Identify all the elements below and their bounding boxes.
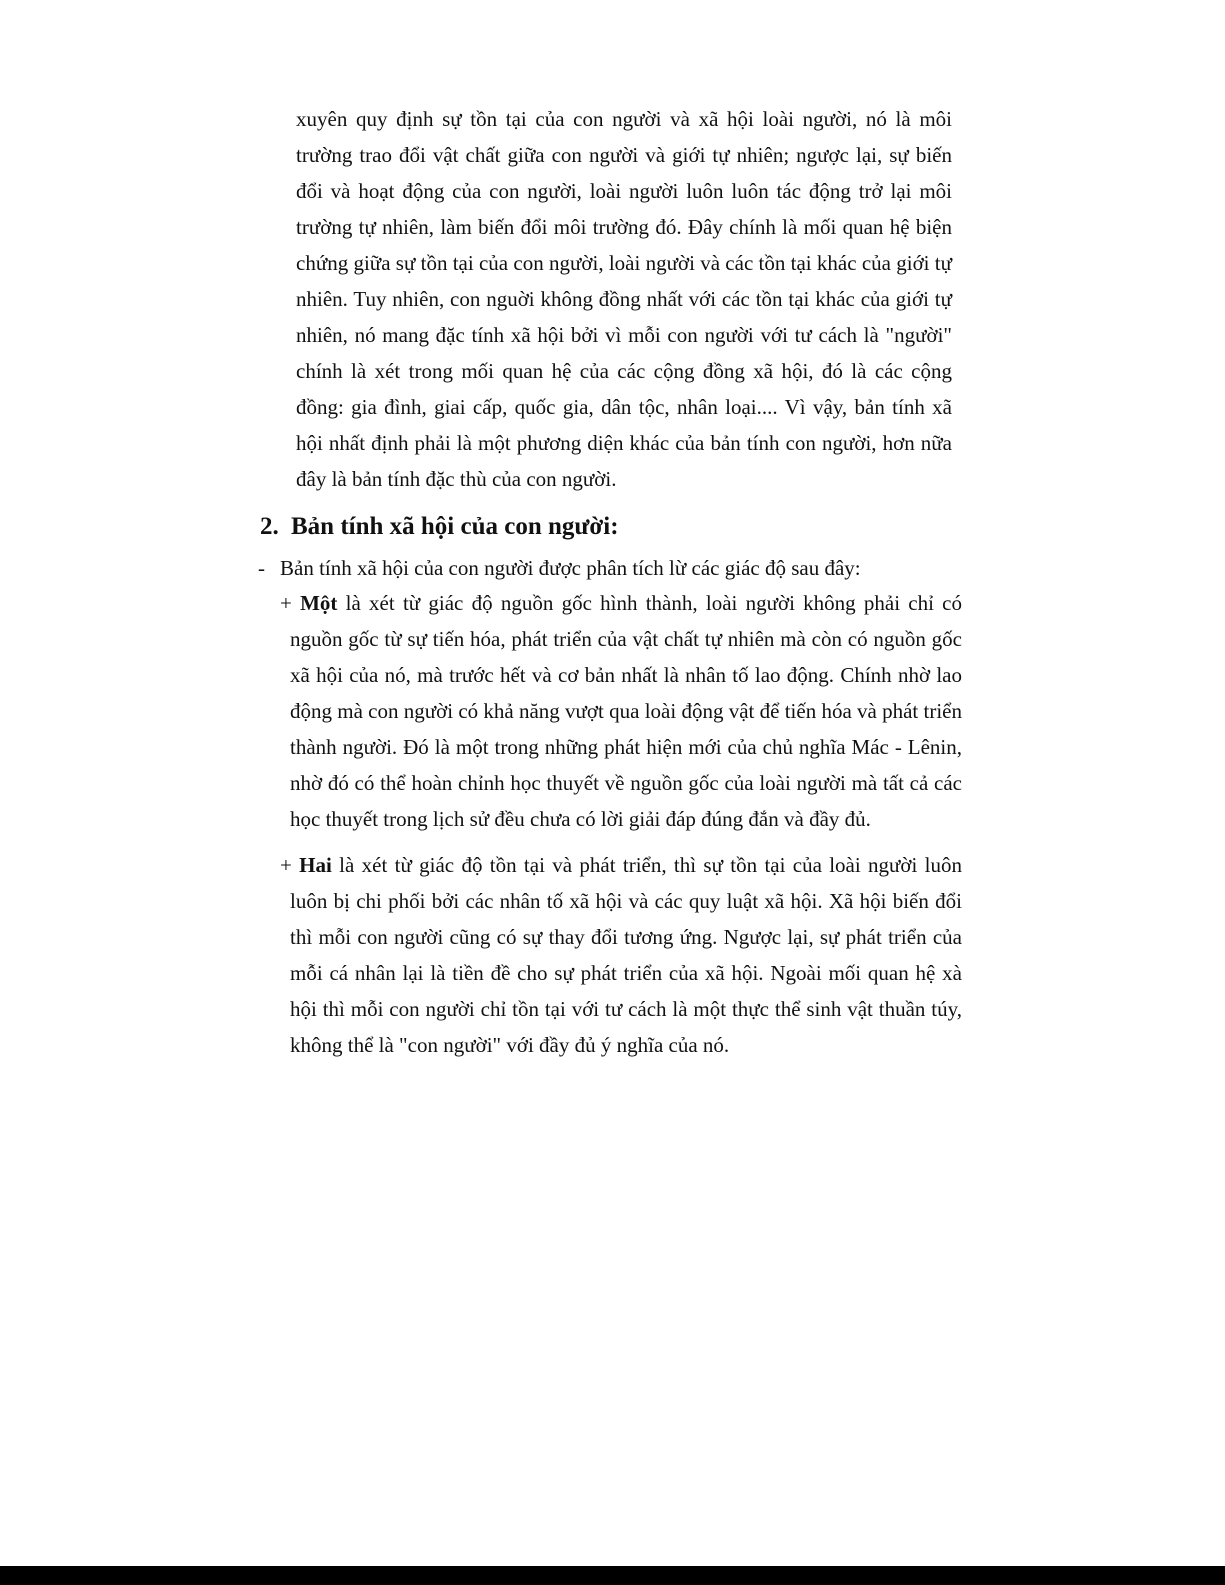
intro-paragraph: xuyên quy định sự tồn tại của con người và xã hội loài người, nó là môi trường trao đổi vật chất giữa con người và giới tự nhiên; ngược lại, sự biến đổi và hoạt động của con người, loài người luôn luôn tác động trở lại môi trường tự nhiên, làm biến đổi môi trường đó. Đây chính là mối quan hệ biện chứng giữa sự tồn tại của con người, loài người và các tồn tại khác của giới tự nhiên. Tuy nhiên, con nguời không đồng nhất với các tồn tại khác của giới tự nhiên, nó mang đặc tính xã hội bởi vì mỗi con người với tư cách là "người" chính là xét trong mối quan hệ của các cộng đồng xã hội, đó là các cộng đồng: gia đình, giai cấp, quốc gia, dân tộc, nhân loại.... Vì vậy, bản tính xã hội nhất định phải là một phương diện khác của bản tính con người, hơn nữa đây là bản tính đặc thù của con người. <box>296 107 952 491</box>
point-one-lead: Một <box>300 591 338 615</box>
point-two <box>280 847 962 1063</box>
section-heading <box>260 509 619 545</box>
bullet-text: Bản tính xã hội của con người được phân tích lừ các giác độ sau đây: <box>280 556 861 580</box>
point-one-text: là xét từ giác độ nguồn gốc hình thành, loài người không phải chỉ có nguồn gốc từ sự tiến hóa, phát triển của vật chất tự nhiên mà còn có nguồn gốc xã hội của nó, mà trước hết và cơ bản nhất là nhân tố lao động. Chính nhờ lao động mà con người có khả năng vượt qua loài động vật để tiến hóa và phát triển thành người. Đó là một trong những phát hiện mới của chủ nghĩa Mác - Lênin, nhờ đó có thể hoàn chỉnh học thuyết về nguồn gốc của loài người mà tất cả các học thuyết trong lịch sử đều chưa có lời giải đáp đúng đắn và đầy đủ. <box>290 591 963 831</box>
point-one-marker: + <box>280 591 292 615</box>
section-title: Bản tính xã hội của con người: <box>291 513 619 540</box>
point-one <box>280 585 962 837</box>
page-bottom-border <box>0 1566 1225 1585</box>
bullet-marker: - <box>258 556 265 580</box>
point-two-lead: Hai <box>299 853 332 877</box>
point-two-marker: + <box>280 853 292 877</box>
bullet-line <box>258 550 861 586</box>
point-two-text: là xét từ giác độ tồn tại và phát triển, thì sự tồn tại của loài người luôn luôn bị chi phối bởi các nhân tố xã hội và các quy luật xã hội. Xã hội biến đổi thì mỗi con người cũng có sự thay đổi tương ứng. Ngược lại, sự phát triển của mỗi cá nhân lại là tiền đề cho sự phát triển của xã hội. Ngoài mối quan hệ xà hội thì mỗi con người chỉ tồn tại với tư cách là một thực thể sinh vật thuần túy, không thể là "con người" với đầy đủ ý nghĩa của nó. <box>290 853 963 1057</box>
section-number: 2. <box>260 513 279 540</box>
